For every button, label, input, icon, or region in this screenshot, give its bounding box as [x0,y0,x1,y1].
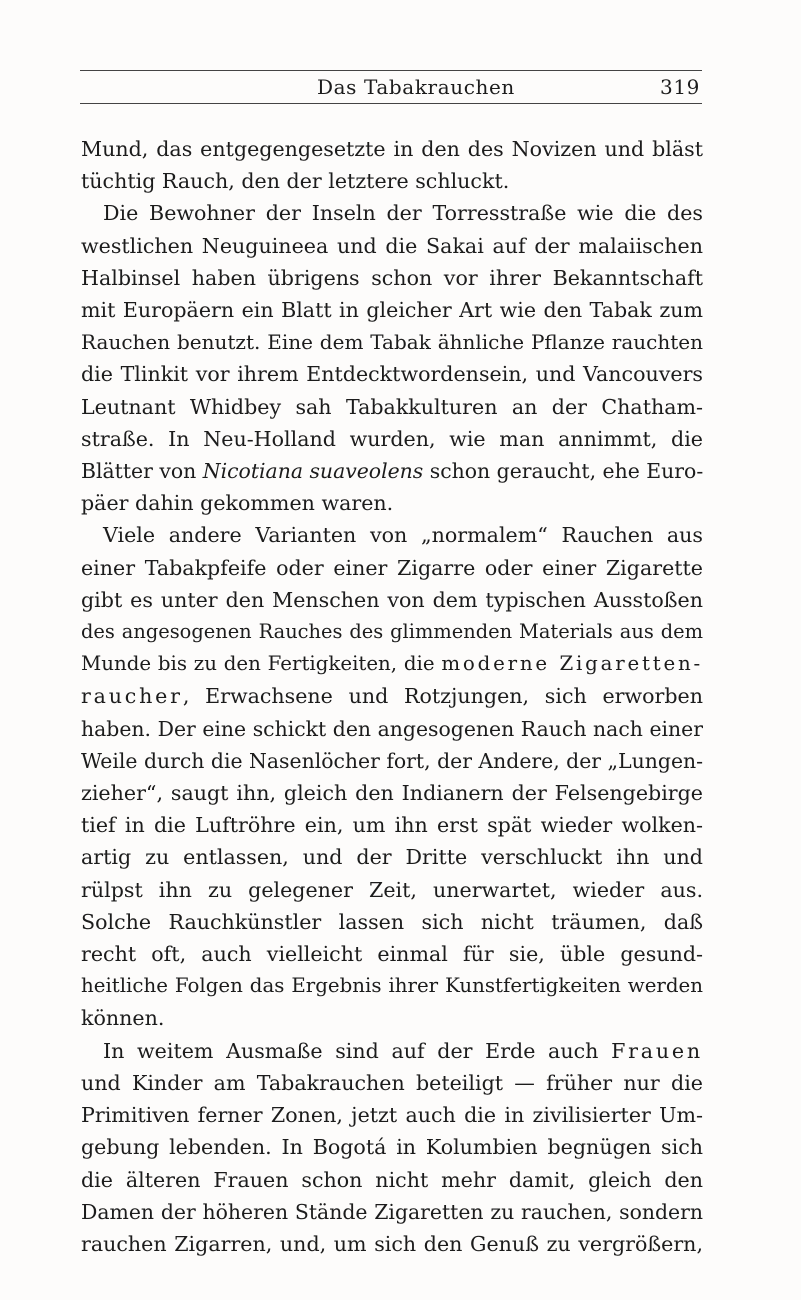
spaced-emphasis: moderne Zigaretten- [441,652,703,676]
text-line: können. [81,1006,165,1031]
text-line: gibt es unter den Menschen von dem typischen Ausstoßen [81,587,703,612]
text-line [81,680,703,712]
text-line: haben. Der eine schickt den angesogenen Rauch nach einer [81,716,703,741]
body-text [81,133,703,1260]
text-line: Mund, das entgegengesetzte in den des Novizen und bläst [81,137,703,161]
spaced-emphasis: Frauen [611,1038,703,1063]
text-line: mit Europäern ein Blatt in gleicher Art wie den Tabak zum [81,298,703,323]
text-line: und Kinder am Tabakrauchen beteiligt — früher nur die [81,1070,703,1095]
text-line: einer Tabakpfeife oder einer Zigarre oder einer Zigarette [81,555,703,580]
text-segment: In weitem Ausmaße sind auf der Erde auch [103,1038,612,1063]
text-line: Damen der höheren Stände Zigaretten zu rauchen, sondern [81,1199,703,1224]
text-line: Solche Rauchkünstler lassen sich nicht träumen, daß [81,909,703,934]
text-segment: Blätter von [81,459,203,484]
header-rule-bottom [80,103,702,104]
text-segment: Munde bis zu den Fertigkeiten, die [81,652,442,676]
text-line: Rauchen benutzt. Eine dem Tabak ähnliche Pflanze rauchten [81,330,703,355]
text-line: des angesogenen Rauches des glimmenden Materials aus dem [81,620,703,644]
text-line: recht oft, auch vielleicht einmal für sie, üble gesund- [81,942,703,967]
text-line: die älteren Frauen schon nicht mehr damit, gleich den [81,1167,703,1192]
text-segment: , Erwachsene und Rotzjungen, sich erworben [182,684,703,709]
text-line: heitliche Folgen das Ergebnis ihrer Kunstfertigkeiten werden [81,974,703,998]
text-line [81,1035,703,1067]
text-line: westlichen Neuguineea und die Sakai auf der malaiischen [81,233,703,258]
text-line: rauchen Zigarren, und, um sich den Genuß zu vergrößern, [81,1231,703,1256]
running-head: Das Tabakrauchen [317,75,515,99]
text-line: straße. In Neu-Holland wurden, wie man annimmt, die [81,426,703,451]
species-name: Nicotiana suaveolens [202,459,424,484]
text-line: die Tlinkit vor ihrem Entdecktwordensein, und Vancouvers [81,362,703,387]
header-rule-top [80,70,702,71]
text-line [81,648,703,680]
text-line: tüchtig Rauch, den der letztere schluckt. [81,169,510,194]
spaced-emphasis: raucher [81,684,183,709]
text-line: päer dahin gekommen waren. [81,491,394,516]
text-segment: schon geraucht, ehe Euro- [423,459,704,484]
page-number: 319 [660,75,700,99]
text-line: zieher“, saugt ihn, gleich den Indianern der Felsengebirge [81,781,703,806]
text-line: Leutnant Whidbey sah Tabakkulturen an der Chatham- [81,394,703,419]
text-line: rülpst ihn zu gelegener Zeit, unerwartet, wieder aus. [81,877,703,902]
text-line: tief in die Luftröhre ein, um ihn erst spät wieder wolken- [81,813,703,838]
text-line [81,455,703,487]
text-line: Primitiven ferner Zonen, jetzt auch die in zivilisierter Um- [81,1103,703,1128]
text-line: Weile durch die Nasenlöcher fort, der Andere, der „Lungen- [81,748,704,773]
text-line: Halbinsel haben übrigens schon vor ihrer Bekanntschaft [81,265,703,290]
text-line: gebung lebenden. In Bogotá in Kolumbien begnügen sich [81,1135,703,1160]
text-line: artig zu entlassen, und der Dritte verschluckt ihn und [81,845,703,870]
text-line: Viele andere Varianten von „normalem“ Rauchen aus [103,523,703,548]
text-line: Die Bewohner der Inseln der Torresstraße wie die des [103,201,703,226]
